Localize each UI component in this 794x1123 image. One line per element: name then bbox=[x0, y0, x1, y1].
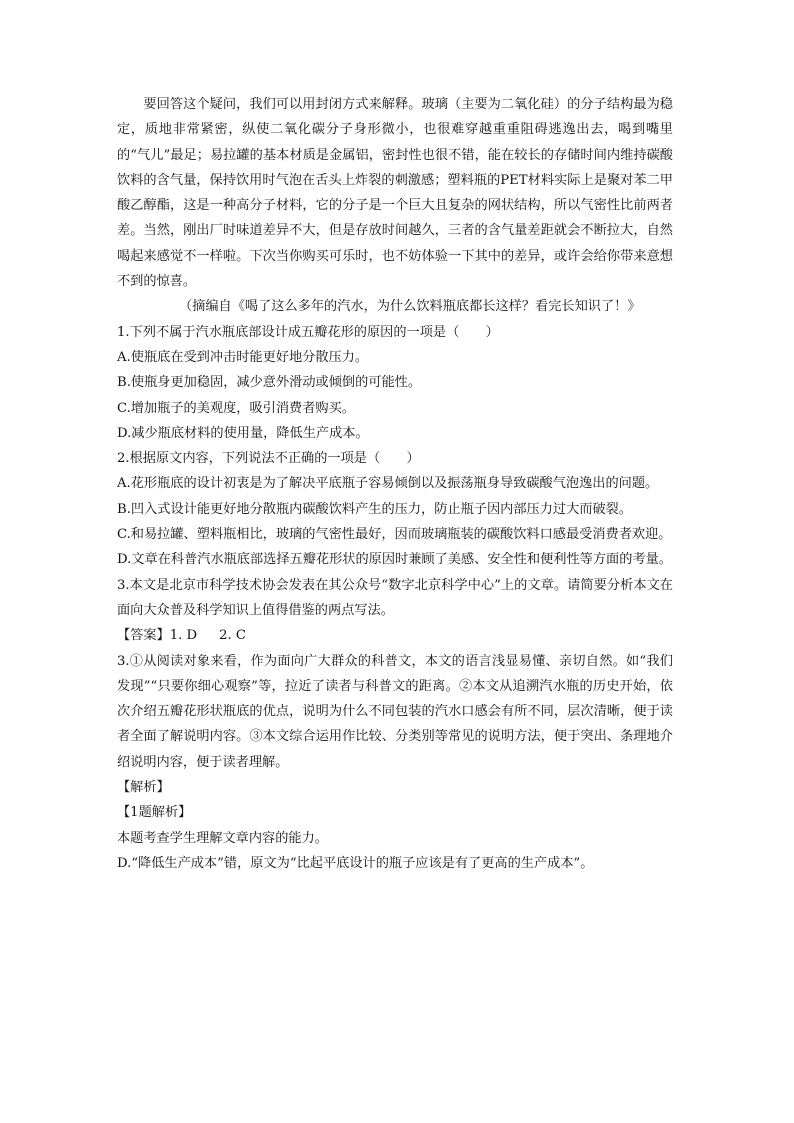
question-2-option-a: A.花形瓶底的设计初衷是为了解决平底瓶子容易倾倒以及振荡瓶身导致碳酸气泡逸出的问题。 bbox=[117, 476, 659, 492]
question-3-stem: 3.本文是北京市科学技术协会发表在其公众号“数字北京科学中心”上的文章。请简要分析本文在面向大众普及科学知识上值得借鉴的两点写法。 bbox=[117, 577, 673, 618]
question-1-option-a: A.使瓶底在受到冲击时能更好地分散压力。 bbox=[117, 349, 369, 365]
question-2-option-d: D.文章在科普汽水瓶底部选择五瓣花形状的原因时兼顾了美感、安全性和便利性等方面的考量。 bbox=[117, 552, 672, 568]
question-1-stem: 1.下列不属于汽水瓶底部设计成五瓣花形的原因的一项是（ ） bbox=[117, 324, 499, 340]
answer-line bbox=[117, 623, 673, 648]
question-1-option-c: C.增加瓶子的美观度，吸引消费者购买。 bbox=[117, 400, 355, 416]
analysis-option-d: D.“降低生产成本”错，原文为“比起平底设计的瓶子应该是有了更高的生产成本”。 bbox=[117, 855, 594, 871]
passage-source: （摘编自《喝了这么多年的汽水，为什么饮料瓶底都长这样？看完长知识了！》 bbox=[179, 299, 641, 315]
question-1-option-b: B.使瓶身更加稳固，减少意外滑动或倾倒的可能性。 bbox=[117, 375, 422, 391]
question-1-option-d: D.减少瓶底材料的使用量，降低生产成本。 bbox=[117, 425, 369, 441]
analysis-label: 【解析】 bbox=[117, 780, 170, 796]
answer-q3: 3.①从阅读对象来看，作为面向广大群众的科普文，本文的语言浅显易懂、亲切自然。如“我们发现”“只要你细心观察”等，拉近了读者与科普文的距离。②本文从追溯汽水瓶的历史开始，依次介绍五瓣花形状瓶底的优点，说明为什么不同包装的汽水口感会有所不同，层次清晰，便于读者全面了解说明内容。③本文综合运用作比较、分类别等常见的说明方法，便于突出、条理地介绍说明内容，便于读者理解。 bbox=[117, 653, 673, 770]
analysis-intro: 本题考查学生理解文章内容的能力。 bbox=[117, 830, 328, 846]
answer-q2: 2. C bbox=[219, 628, 246, 644]
question-2-option-c: C.和易拉罐、塑料瓶相比，玻璃的气密性最好，因而玻璃瓶装的碳酸饮料口感最受消费者欢迎。 bbox=[117, 527, 672, 543]
answer-q1: 1. D bbox=[169, 628, 198, 644]
document-page bbox=[117, 92, 673, 876]
analysis-sub-label: 【1题解析】 bbox=[117, 805, 192, 821]
answer-label: 【答案】 bbox=[117, 628, 170, 644]
question-2-stem: 2.根据原文内容，下列说法不正确的一项是（ ） bbox=[117, 451, 420, 467]
passage-paragraph: 要回答这个疑问，我们可以用封闭方式来解释。玻璃（主要为二氧化硅）的分子结构最为稳定，质地非常紧密，纵使二氧化碳分子身形微小，也很难穿越重重阻碍逃逸出去，喝到嘴里的“气儿”最足；易拉罐的基本材质是金属铝，密封性也很不错，能在较长的存储时间内维持碳酸饮料的含气量，保持饮用时气泡在舌头上炸裂的刺激感；塑料瓶的PET材料实际上是聚对苯二甲酸乙醇酯，这是一种高分子材料，它的分子是一个巨大且复杂的网状结构，所以气密性比前两者差。当然，刚出厂时味道差异不大，但是存放时间越久，三者的含气量差距就会不断拉大，自然喝起来感觉不一样啦。下次当你购买可乐时，也不妨体验一下其中的差异，或许会给你带来意想不到的惊喜。 bbox=[117, 97, 673, 290]
question-2-option-b: B.凹入式设计能更好地分散瓶内碳酸饮料产生的压力，防止瓶子因内部压力过大而破裂。 bbox=[117, 501, 633, 517]
